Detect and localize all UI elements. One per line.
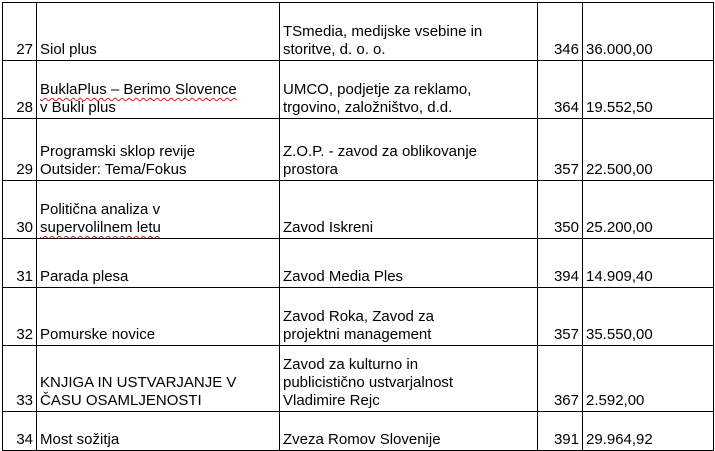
project-title (37, 288, 280, 346)
title-line: Politična analiza v (40, 201, 161, 218)
applicant-name (280, 119, 538, 181)
project-title (37, 346, 280, 412)
table-row (3, 119, 714, 181)
title-line: Pomurske novice (40, 326, 156, 343)
org-line: Vladimire Rejc (283, 392, 380, 409)
applicant-name (280, 61, 538, 119)
score: 357 (538, 119, 583, 181)
title-line: v Bukli plus (40, 99, 116, 116)
applicant-name (280, 288, 538, 346)
org-line: Zavod Media Ples (283, 268, 404, 285)
amount: 36.000,00 (583, 3, 714, 61)
score: 364 (538, 61, 583, 119)
project-title (37, 61, 280, 119)
score: 350 (538, 181, 583, 239)
amount: 25.200,00 (583, 181, 714, 239)
org-line: Zavod Roka, Zavod za (283, 308, 434, 325)
applicant-name (280, 239, 538, 288)
score: 391 (538, 412, 583, 451)
table-row (3, 61, 714, 119)
row-number: 33 (3, 346, 37, 412)
table-row (3, 288, 714, 346)
row-number: 27 (3, 3, 37, 61)
org-line: UMCO, podjetje za reklamo, (283, 81, 472, 98)
row-number: 28 (3, 61, 37, 119)
project-title (37, 412, 280, 451)
project-title (37, 239, 280, 288)
amount: 14.909,40 (583, 239, 714, 288)
row-number: 34 (3, 412, 37, 451)
title-line: KNJIGA IN USTVARJANJE V (40, 374, 237, 391)
title-line: supervolilnem letu (40, 219, 161, 236)
projects-table (2, 2, 714, 451)
org-line: storitve, d. o. o. (283, 41, 386, 58)
score: 346 (538, 3, 583, 61)
org-line: Zavod za kulturno in (283, 356, 419, 373)
table-row (3, 346, 714, 412)
table-row (3, 3, 714, 61)
score: 394 (538, 239, 583, 288)
row-number: 29 (3, 119, 37, 181)
row-number: 31 (3, 239, 37, 288)
title-line: Programski sklop revije (40, 143, 196, 160)
amount: 2.592,00 (583, 346, 714, 412)
project-title (37, 3, 280, 61)
project-title (37, 181, 280, 239)
org-line: Zveza Romov Slovenije (283, 431, 441, 448)
org-line: publicistično ustvarjalnost (283, 374, 454, 391)
amount: 35.550,00 (583, 288, 714, 346)
title-line: BuklaPlus – Berimo Slovence (40, 81, 237, 98)
table-row (3, 412, 714, 451)
table-row (3, 239, 714, 288)
amount: 19.552,50 (583, 61, 714, 119)
org-line: TSmedia, medijske vsebine in (283, 23, 483, 40)
title-line: ČASU OSAMLJENOSTI (40, 392, 202, 409)
amount: 22.500,00 (583, 119, 714, 181)
applicant-name (280, 181, 538, 239)
title-line: Siol plus (40, 41, 97, 58)
applicant-name (280, 346, 538, 412)
org-line: Z.O.P. - zavod za oblikovanje (283, 143, 477, 160)
amount: 29.964,92 (583, 412, 714, 451)
title-line: Outsider: Tema/Fokus (40, 161, 187, 178)
org-line: Zavod Iskreni (283, 219, 374, 236)
org-line: trgovino, založništvo, d.d. (283, 99, 453, 116)
applicant-name (280, 412, 538, 451)
title-line: Parada plesa (40, 268, 129, 285)
score: 357 (538, 288, 583, 346)
title-line: Most sožitja (40, 431, 120, 448)
org-line: projektni management (283, 326, 432, 343)
row-number: 30 (3, 181, 37, 239)
project-title (37, 119, 280, 181)
applicant-name (280, 3, 538, 61)
score: 367 (538, 346, 583, 412)
org-line: prostora (283, 161, 339, 178)
row-number: 32 (3, 288, 37, 346)
table-row (3, 181, 714, 239)
